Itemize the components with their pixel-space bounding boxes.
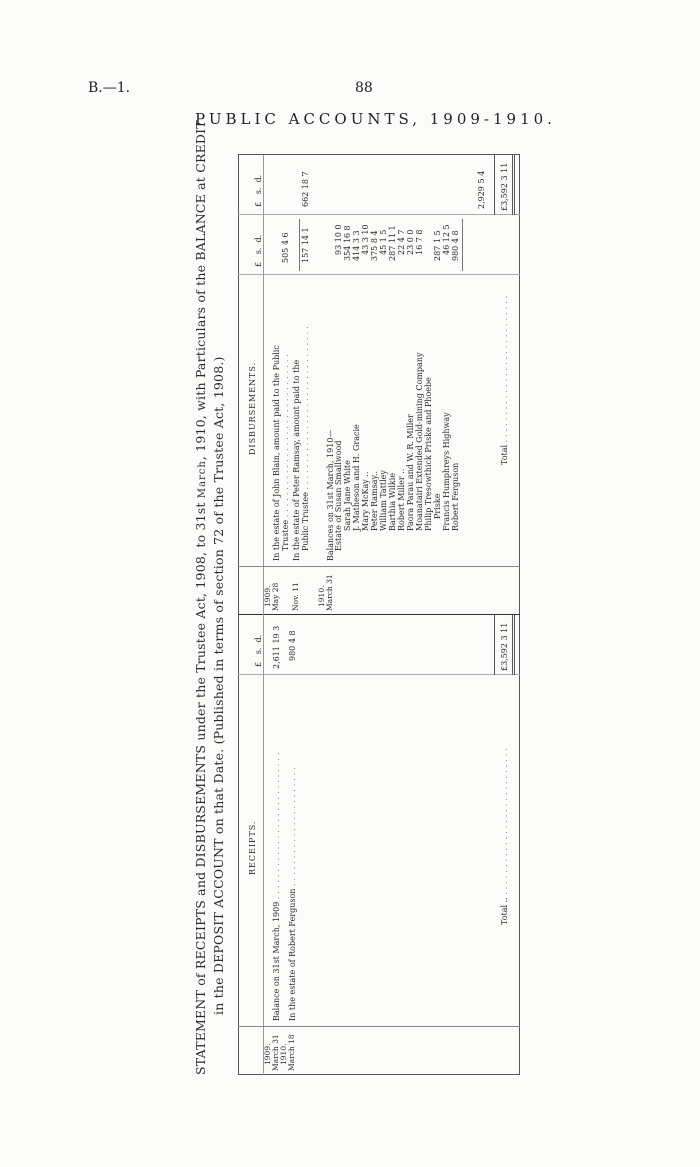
balance-row-2: Sarah Jane White	[343, 460, 352, 531]
balance-row-14: Robert Ferguson	[451, 462, 460, 531]
payment-1-amount: 505 4 6	[281, 232, 290, 263]
statement-title-line-1: STATEMENT of RECEIPTS and DISBURSEMENTS under the Trustee Act, 1908, to 31st March, 1910, with Particulars of the BALANCE at CREDIT	[193, 120, 208, 1075]
disb-amount2-rule	[238, 214, 520, 215]
receipt-2-date: March 18	[287, 1034, 296, 1071]
heading-rule	[263, 155, 264, 1075]
receipts-date-rule	[238, 1026, 520, 1027]
running-title: PUBLIC ACCOUNTS, 1909-1910.	[195, 110, 556, 128]
balance-row-9: Paora Parau and W. R. Miller	[406, 414, 415, 531]
balance-row-6-amount: 45 1 5	[379, 229, 388, 255]
payments-total: 662 18 7	[301, 171, 310, 207]
balances-total: 2,929 5 4	[477, 170, 486, 209]
balance-row-4-amount: 43 3 10	[361, 224, 370, 255]
balance-row-8: Robert Miller ..	[397, 468, 406, 531]
receipt-1-date: March 31	[271, 1034, 280, 1071]
balance-row-7: Barthia Wilkie	[388, 472, 397, 531]
balance-row-14-amount: 980 4 8	[451, 230, 460, 261]
disb-date-rule	[238, 566, 520, 567]
balance-row-10-amount: 16 7 8	[415, 229, 424, 255]
disb-total-double-rule-1	[512, 155, 513, 215]
page-number: 88	[355, 80, 373, 96]
balance-row-6: William Tattley	[379, 470, 388, 531]
receipts-total-label: Total .. ...........................	[500, 745, 509, 925]
table-top-rule	[238, 155, 239, 1075]
receipts-total-double-rule-1	[512, 615, 513, 675]
balance-row-11: Philip Tresowthick Priske and Phoebe	[424, 377, 433, 531]
balances-date: March 31	[325, 574, 334, 611]
balance-row-7-amount: 287 11 1	[388, 225, 397, 261]
payment-2-date: Nov. 11	[291, 582, 300, 611]
payment-1-desc-1: In the estate of John Blain, amount paid to the Public	[272, 345, 281, 561]
receipts-total-double-rule-2	[514, 615, 515, 675]
balance-row-12: Priske	[433, 493, 442, 519]
disb-total-double-rule-2	[514, 155, 515, 215]
receipts-total: £3,592 3 11	[500, 622, 509, 671]
disb-total-label: Total ...........................	[500, 292, 509, 465]
table-left-rule	[238, 1074, 520, 1075]
payment-1-year: 1909.	[263, 585, 272, 607]
balance-row-13: Francis Humphreys Highway	[442, 412, 451, 531]
balances-subtotal-rule	[462, 219, 463, 271]
receipt-2-year: 1910.	[279, 1043, 288, 1065]
payment-2-amount: 157 14 1	[301, 227, 310, 263]
disb-lsd-header-2: £ s. d.	[254, 174, 263, 207]
balance-row-1-amount: 93 10 0	[334, 224, 343, 255]
balance-row-8-amount: 22 4 7	[397, 229, 406, 255]
balance-row-13-amount: 46 12 5	[442, 224, 451, 255]
balance-row-9-amount: 23 0 0	[406, 229, 415, 255]
statement-title-line-2: in the DEPOSIT ACCOUNT on that Date. (Published in terms of section 72 of the Trustee Act, 1908.)	[211, 356, 226, 1015]
receipts-amount-rule	[238, 674, 520, 675]
balance-row-3-amount: 414 3 3	[352, 230, 361, 261]
receipt-2-desc: In the estate of Robert Ferguson ......................	[288, 764, 297, 1021]
balance-row-3: J. Matheson and H. Gracie	[352, 424, 361, 531]
center-divider	[238, 614, 520, 615]
balances-heading: Balances on 31st March, 1910—	[326, 429, 335, 561]
balance-row-10: Moanatairi Extended Gold-mining Company	[415, 352, 424, 531]
receipt-1-amount: 2,611 19 3	[272, 625, 281, 669]
balance-row-5-amount: 375 8 4	[370, 230, 379, 261]
receipts-heading: RECEIPTS.	[248, 820, 257, 875]
receipt-2-amount: 980 4 8	[288, 630, 297, 661]
payment-1-date: May 28	[271, 582, 280, 611]
receipt-1-desc: Balance on 31st March, 1909 ...........................	[272, 749, 281, 1021]
table-bottom-rule	[519, 155, 520, 1075]
balance-row-2-amount: 354 16 8	[343, 225, 352, 261]
page-reference: B.—1.	[88, 80, 131, 96]
table-right-rule	[238, 154, 520, 155]
disb-amount1-rule	[238, 274, 520, 275]
payment-2-desc-2: Public Trustee ..............................	[301, 323, 310, 551]
balance-row-5: Peter Ramsay..	[370, 470, 379, 531]
balance-row-1: Estate of Susan Smallwood	[334, 440, 343, 551]
statement-table	[190, 120, 520, 1075]
balance-row-4: Mary McKay ..	[361, 471, 370, 531]
receipts-lsd-header: £ s. d.	[254, 634, 263, 667]
disbursements-heading: DISBURSEMENTS.	[248, 361, 257, 455]
receipts-total-rule	[494, 615, 495, 675]
balance-row-12-amount: 287 1 5	[433, 230, 442, 261]
disb-lsd-header-1: £ s. d.	[254, 234, 263, 267]
payment-2-desc-1: In the estate of Peter Ramsay, amount paid to the	[292, 359, 301, 561]
payments-subtotal-rule	[299, 219, 300, 271]
balances-year: 1910.	[317, 585, 326, 607]
payment-1-desc-2: Trustee ..............................	[281, 351, 290, 551]
receipt-1-year: 1909.	[263, 1043, 272, 1065]
disb-total: £3,592 3 11	[500, 162, 509, 211]
disb-total-rule	[494, 155, 495, 215]
